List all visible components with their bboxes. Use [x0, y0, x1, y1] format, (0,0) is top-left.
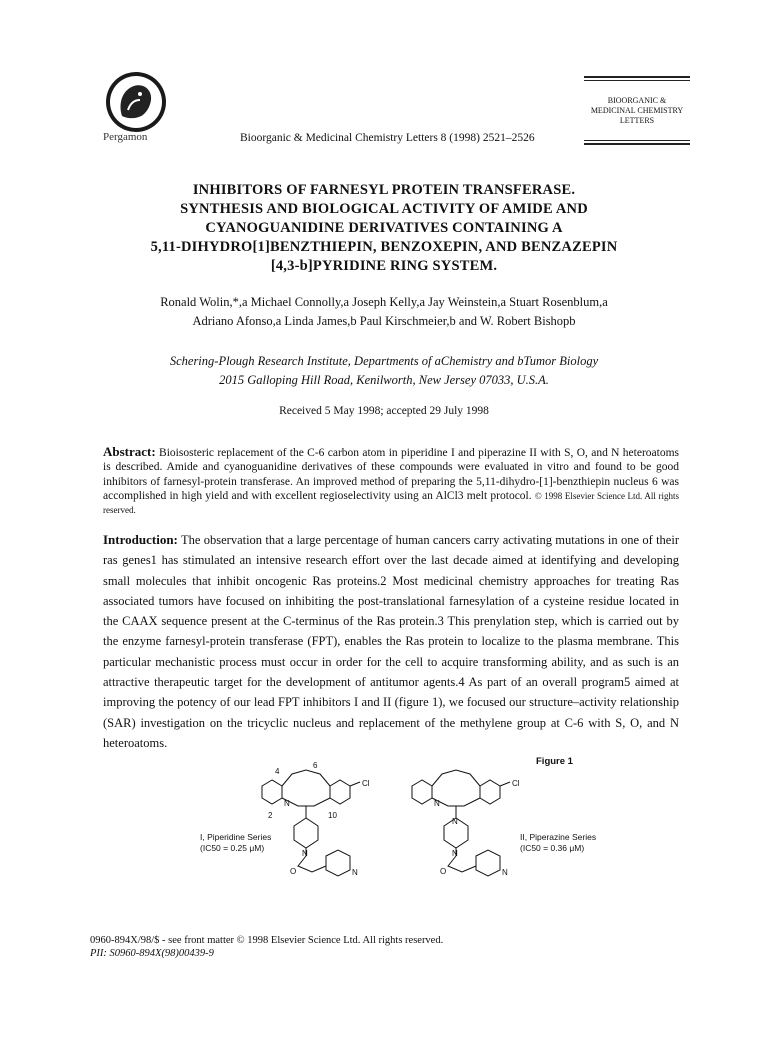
- pyridine-ring: [412, 780, 432, 804]
- atom-label: N: [284, 799, 290, 808]
- caption-line: I, Piperidine Series: [200, 832, 272, 842]
- atom-label: 2: [268, 811, 273, 820]
- authors: [120, 293, 648, 331]
- atom-label: 6: [313, 761, 318, 770]
- journal-box-line: LETTERS: [619, 116, 655, 125]
- atom-label: N: [452, 817, 458, 826]
- header-rule: [584, 80, 690, 81]
- piperidine-ring: [294, 818, 318, 848]
- introduction-text: The observation that a large percentage of human cancers carry activating mutations in one of their ras genes1 has stimulated an intensive research effort over the last decade aimed at identifying and developing small molecules that inhibit oncogenic Ras proteins.2 Most medicinal chemistry approaches for treating Ras associated tumors have focused on inhibiting the post-translational farnesylation of a cysteine residue located in the CAAX sequence present at the C-terminus of the Ras protein.3 This prenylation step, which is carried out by the enzyme farnesyl-protein transferase (FPT), enables the Ras protein to localize to the plasma membrane. This particular mechanistic process must occur in order for the cell to acquire transforming ability, and as such is an attractive therapeutic target for the development of antitumor agents.4 As part of an overall program5 aimed at improving the potency of our lead FPT inhibitors I and II (figure 1), we focused our structure–activity relationship (SAR) investigation on the tricyclic nucleus and replacement of the methylene group at C-6 with S, O, and N heteroatoms.: [103, 533, 679, 750]
- atom-label: N: [302, 849, 308, 858]
- atom-label: 4: [275, 767, 280, 776]
- caption-line: (IC50 = 0.25 μM): [200, 843, 265, 853]
- caption-line: (IC50 = 0.36 μM): [520, 843, 585, 853]
- atom-label: O: [290, 867, 297, 876]
- abstract-copyright: © 1998 Elsevier Science Ltd. All rights reserved.: [103, 490, 680, 516]
- abstract-heading: Abstract:: [103, 444, 156, 459]
- paper-title: [110, 181, 658, 276]
- footer: [90, 935, 443, 960]
- pyridine-ring: [262, 780, 282, 804]
- atom-label: N: [352, 868, 358, 877]
- author-line: Ronald Wolin,*,a Michael Connolly,a Joseph Kelly,a Jay Weinstein,a Stuart Rosenblum,a: [160, 295, 608, 309]
- figure-1-structures: [180, 760, 600, 890]
- pergamon-logo: [104, 70, 168, 134]
- introduction: [103, 530, 679, 753]
- introduction-heading: Introduction:: [103, 532, 178, 547]
- title-line: INHIBITORS OF FARNESYL PROTEIN TRANSFERASE.: [192, 182, 576, 198]
- atom-label: 10: [328, 811, 337, 820]
- title-line: CYANOGUANIDINE DERIVATIVES CONTAINING A: [205, 220, 563, 236]
- affiliation-line: Schering-Plough Research Institute, Departments of aChemistry and bTumor Biology: [169, 354, 599, 368]
- pyridyl-ring: [476, 850, 500, 876]
- journal-box: [584, 96, 690, 126]
- header-rule: [584, 143, 690, 145]
- affiliation: [120, 352, 648, 390]
- compound-2-caption: [520, 832, 596, 854]
- benzene-ring: [330, 780, 350, 804]
- title-line: SYNTHESIS AND BIOLOGICAL ACTIVITY OF AMIDE AND: [180, 201, 588, 217]
- seven-membered-ring: [282, 770, 330, 786]
- atom-label: Cl: [362, 779, 370, 788]
- atom-label: N: [452, 849, 458, 858]
- atom-label: O: [440, 867, 447, 876]
- seven-membered-ring: [432, 770, 480, 786]
- chloro-bond: [350, 782, 360, 786]
- header-rule: [584, 140, 690, 141]
- footer-copyright: 0960-894X/98/$ - see front matter © 1998 Elsevier Science Ltd. All rights reserved.: [90, 935, 444, 946]
- atom-label: N: [434, 799, 440, 808]
- abstract: [103, 445, 679, 517]
- acetyl-chain: [448, 856, 476, 872]
- figure-title: Figure 1: [536, 756, 573, 767]
- author-line: Adriano Afonso,a Linda James,b Paul Kirschmeier,b and W. Robert Bishopb: [192, 314, 576, 328]
- atom-label: N: [502, 868, 508, 877]
- atom-label: Cl: [512, 779, 520, 788]
- journal-citation: Bioorganic & Medicinal Chemistry Letters 8 (1998) 2521–2526: [240, 132, 535, 144]
- abstract-text: Bioisosteric replacement of the C-6 carbon atom in piperidine I and piperazine II with S, O, and N heteroatoms is described. Amide and cyanoguanidine derivatives of these compounds were evaluated in vitro and found to be good inhibitors of farnesyl-protein transferase. An improved method of preparing the 5,11-dihydro-[1]-benzthiepin nucleus 6 was accomplished in high yield and with excellent regioselectivity using an AlCl3 melt protocol.: [103, 447, 679, 502]
- caption-line: II, Piperazine Series: [520, 832, 597, 842]
- chloro-bond: [500, 782, 510, 786]
- publisher-name: Pergamon: [103, 131, 148, 143]
- compound-1-caption: [200, 832, 271, 854]
- acetyl-chain: [298, 856, 326, 872]
- affiliation-line: 2015 Galloping Hill Road, Kenilworth, New Jersey 07033, U.S.A.: [219, 373, 549, 387]
- pyridyl-ring: [326, 850, 350, 876]
- journal-box-line: BIOORGANIC &: [607, 96, 667, 105]
- footer-pii: PII: S0960-894X(98)00439-9: [90, 947, 214, 959]
- compound-2-structure: [412, 770, 510, 876]
- received-dates: Received 5 May 1998; accepted 29 July 1998: [279, 405, 489, 417]
- journal-box-line: MEDICINAL CHEMISTRY: [590, 106, 684, 115]
- compound-1-structure: [262, 770, 360, 876]
- title-line: [4,3-b]PYRIDINE RING SYSTEM.: [270, 258, 498, 274]
- header-rule: [584, 76, 690, 78]
- benzene-ring: [480, 780, 500, 804]
- title-line: 5,11-DIHYDRO[1]BENZTHIEPIN, BENZOXEPIN, AND BENZAZEPIN: [150, 239, 618, 255]
